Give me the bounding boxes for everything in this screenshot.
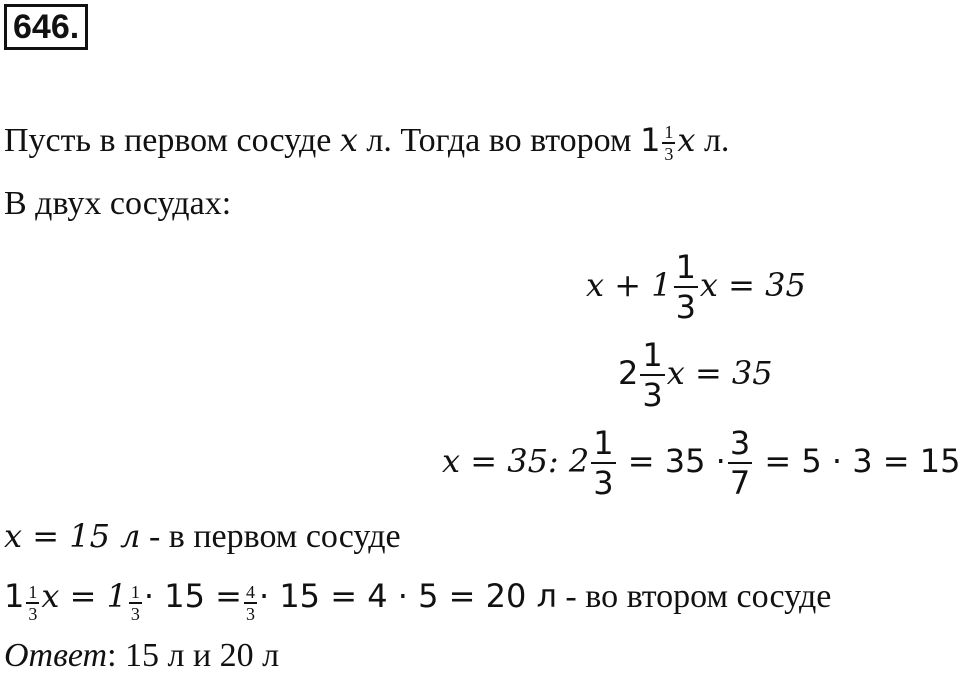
intro-fraction-num: 1	[664, 122, 674, 143]
intro-text-2: л. Тогда во втором	[366, 122, 632, 159]
eq2-whole: 2	[618, 354, 639, 392]
eq1-fraction-num: 1	[675, 248, 696, 286]
answer-label: Ответ	[4, 637, 108, 674]
result2-fraction-3	[244, 582, 257, 624]
eq1-fraction	[674, 248, 698, 326]
result-line-1	[4, 516, 401, 557]
result2-mid-1: x = 1	[41, 577, 127, 615]
equation-2	[618, 336, 773, 414]
result2-fraction-3-den: 3	[245, 604, 255, 625]
result2-text: - во втором сосуде	[556, 578, 832, 615]
result2-mid-2: · 15 =	[143, 577, 242, 615]
eq3-fraction-1-num: 1	[593, 424, 614, 462]
eq2-fraction-num: 1	[642, 336, 663, 374]
result-line-2	[4, 576, 831, 624]
result2-fraction-2	[129, 582, 142, 624]
eq3-part-2: = 35 ·	[617, 442, 726, 480]
intro-text-1: Пусть в первом сосуде	[4, 122, 332, 159]
result2-whole: 1	[4, 577, 25, 615]
eq3-fraction-1-den: 3	[593, 464, 614, 502]
intro-variable-2: x	[677, 121, 696, 159]
eq1-rhs: x = 35	[699, 266, 806, 304]
result2-fraction-2-num: 1	[130, 582, 140, 603]
equation-1	[586, 248, 806, 326]
result1-text: - в первом сосуде	[140, 518, 401, 555]
intro-text-3: л.	[703, 122, 730, 159]
equation-3	[442, 424, 960, 502]
intro-line-2: В двух сосудах:	[4, 185, 232, 222]
eq2-rhs: x = 35	[666, 354, 773, 392]
problem-number: 646.	[4, 4, 88, 50]
eq1-fraction-den: 3	[675, 288, 696, 326]
eq3-fraction-2	[728, 424, 752, 502]
intro-line-1	[4, 120, 729, 164]
eq3-fraction-2-num: 3	[729, 424, 751, 462]
result2-fraction-2-den: 3	[130, 604, 140, 625]
eq3-fraction-2-den: 7	[729, 464, 751, 502]
intro-fraction	[662, 122, 675, 164]
result1-math: x = 15 л	[4, 517, 141, 555]
eq3-fraction-1	[591, 424, 615, 502]
answer-text: : 15 л и 20 л	[107, 637, 280, 674]
eq2-fraction-den: 3	[642, 376, 663, 414]
result2-fraction-3-num: 4	[245, 582, 255, 603]
result2-fraction-1	[26, 582, 39, 624]
eq3-part-3: = 5 · 3 = 15	[754, 442, 960, 480]
result2-fraction-1-num: 1	[28, 582, 38, 603]
eq3-part-1: x = 35: 2	[442, 442, 590, 480]
intro-variable: x	[339, 121, 358, 159]
result2-mid-3: · 15 = 4 · 5 = 20 л	[258, 577, 557, 615]
intro-mixed-whole: 1	[640, 121, 661, 159]
intro-fraction-den: 3	[664, 144, 674, 165]
answer-line	[4, 636, 279, 676]
eq1-lhs-start: x + 1	[586, 266, 672, 304]
eq2-fraction	[640, 336, 664, 414]
result2-fraction-1-den: 3	[28, 604, 38, 625]
